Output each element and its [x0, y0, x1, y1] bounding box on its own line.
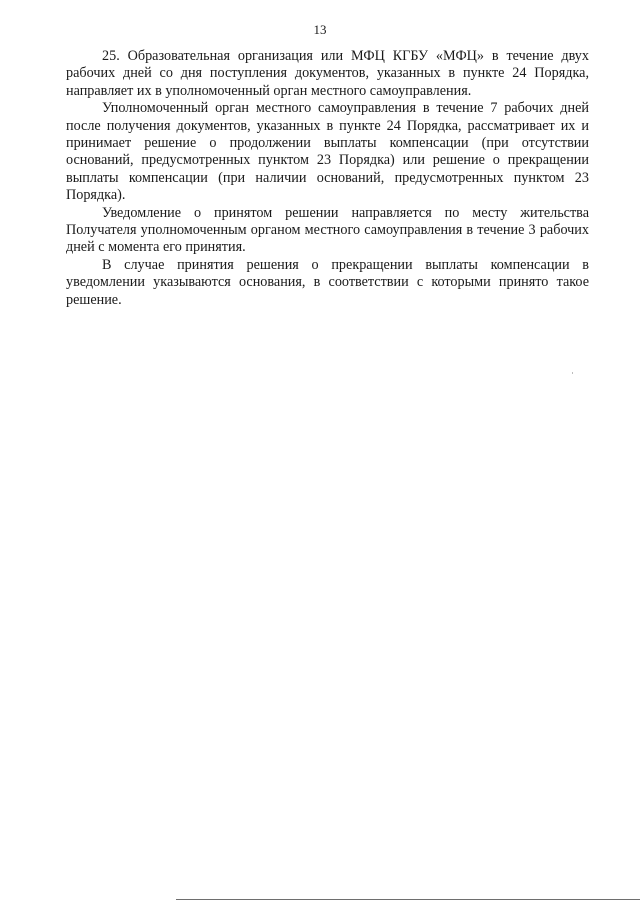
- document-body: [66, 48, 589, 309]
- paragraph-25: 25. Образовательная организация или МФЦ КГБУ «МФЦ» в течение двух рабочих дней со дня поступления документов, указанных в пункте 24 Порядка, направляет их в уполномоченный орган местного самоуправления.: [66, 48, 589, 99]
- paragraph-notification: Уведомление о принятом решении направляется по месту жительства Получателя уполномоченным органом местного самоуправления в течение 3 рабочих дней с момента его принятия.: [66, 204, 589, 256]
- paragraph-review-decision: Уполномоченный орган местного самоуправления в течение 7 рабочих дней после получения документов, указанных в пункте 24 Порядка, рассматривает их и принимает решение о продолжении выплаты компенсации (при отсутствии оснований, предусмотренных пунктом 23 Порядка) или решение о прекращении выплаты компенсации (при наличии оснований, предусмотренных пунктом 23 Порядка).: [66, 100, 589, 204]
- page-number: 13: [313, 22, 327, 37]
- paragraph-termination-grounds: В случае принятия решения о прекращении выплаты компенсации в уведомлении указываются основания, в соответствии с которыми принято такое решение.: [66, 256, 589, 308]
- scan-speck: [572, 372, 573, 374]
- bottom-scan-edge-line: [176, 899, 640, 900]
